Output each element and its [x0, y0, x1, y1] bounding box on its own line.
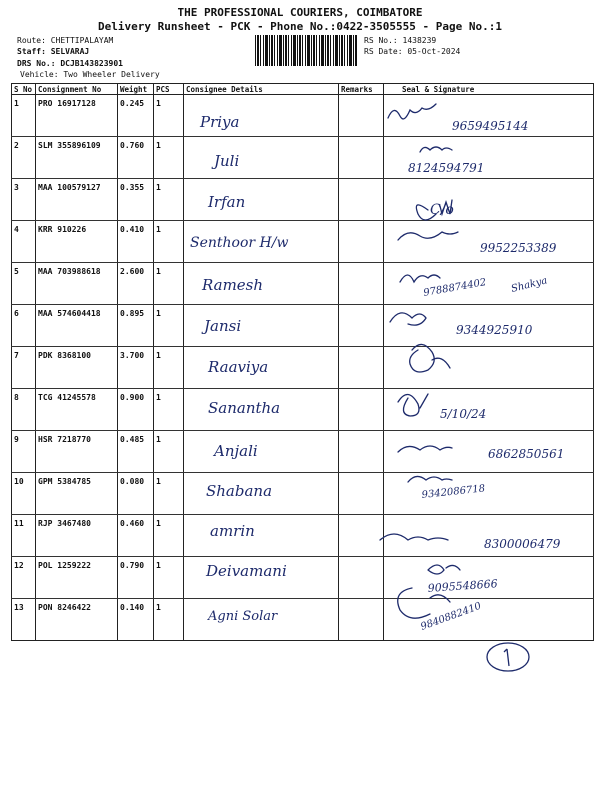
row-weight: 0.410	[118, 221, 154, 263]
drs-number: DRS No.: DCJB143823901	[17, 59, 123, 68]
col-header-weight: Weight	[118, 84, 154, 95]
row-consignment: SLM 355896109	[36, 137, 118, 179]
row-pcs: 1	[154, 557, 184, 599]
row-weight: 0.790	[118, 557, 154, 599]
row-weight: 0.760	[118, 137, 154, 179]
vehicle-label: Vehicle: Two Wheeler Delivery	[20, 70, 160, 79]
handwritten-phone-numbers	[408, 119, 564, 633]
row-pcs: 1	[154, 95, 184, 137]
signature-mark	[410, 344, 450, 372]
runsheet-subtitle: Delivery Runsheet - PCK - Phone No.:0422-3505555 - Page No.:1	[98, 20, 502, 33]
handwritten-page-mark	[487, 643, 529, 671]
row-consignment: MAA 100579127	[36, 179, 118, 221]
row-sno: 6	[12, 305, 36, 347]
row-consignment: GPM 5384785	[36, 473, 118, 515]
row-consignment: HSR 7218770	[36, 431, 118, 473]
row-consignment: KRR 910226	[36, 221, 118, 263]
col-header-consignee: Consignee Details	[184, 84, 339, 95]
signature-mark	[428, 565, 460, 574]
row-pcs: 1	[154, 221, 184, 263]
row-pcs: 1	[154, 305, 184, 347]
row-weight: 0.485	[118, 431, 154, 473]
col-header-signature: Seal & Signature	[384, 84, 594, 95]
row-sno: 12	[12, 557, 36, 599]
row-consignment: POL 1259222	[36, 557, 118, 599]
signature-mark	[400, 275, 440, 282]
handwritten-phone: 9095548666	[427, 577, 499, 595]
handwritten-phone: 9952253389	[480, 241, 557, 255]
row-pcs: 1	[154, 347, 184, 389]
handwritten-name: Jansi	[204, 317, 242, 335]
signature-mark	[398, 394, 428, 416]
row-pcs: 1	[154, 137, 184, 179]
row-sno: 3	[12, 179, 36, 221]
row-consignment: MAA 703988618	[36, 263, 118, 305]
col-header-pcs: PCS	[154, 84, 184, 95]
handwritten-phone: 8300006479	[484, 537, 561, 551]
company-title: THE PROFESSIONAL COURIERS, COIMBATORE	[177, 6, 423, 19]
row-pcs: 1	[154, 431, 184, 473]
row-weight: 0.895	[118, 305, 154, 347]
rs-number: RS No.: 1438239	[364, 36, 437, 45]
route-label: Route: CHETTIPALAYAM	[17, 36, 114, 45]
handwritten-phone: 9342086718	[421, 483, 486, 501]
signature-mark	[420, 147, 452, 152]
row-sno: 11	[12, 515, 36, 557]
row-consignment: TCG 41245578	[36, 389, 118, 431]
handwritten-note: C/o	[430, 202, 454, 218]
col-header-sno: S No	[12, 84, 36, 95]
handwritten-name: Ramesh	[202, 276, 264, 294]
col-header-remarks: Remarks	[339, 84, 384, 95]
col-header-consignment: Consignment No	[36, 84, 118, 95]
signature-mark	[388, 104, 436, 119]
handwritten-signatures	[380, 104, 460, 618]
handwritten-name: Priya	[200, 113, 240, 131]
row-sno: 5	[12, 263, 36, 305]
row-weight: 3.700	[118, 347, 154, 389]
handwritten-name: Juli	[214, 152, 240, 170]
row-pcs: 1	[154, 599, 184, 641]
page-mark-digit-one	[504, 649, 509, 666]
row-sno: 9	[12, 431, 36, 473]
row-sno: 4	[12, 221, 36, 263]
row-weight: 0.245	[118, 95, 154, 137]
handwritten-phone: 9840882410	[419, 600, 483, 633]
handwritten-date: 5/10/24	[440, 407, 487, 421]
row-pcs: 1	[154, 263, 184, 305]
row-pcs: 1	[154, 179, 184, 221]
row-sno: 2	[12, 137, 36, 179]
signature-mark	[398, 232, 458, 240]
handwritten-name: Raaviya	[208, 358, 269, 376]
signature-mark	[398, 446, 452, 452]
handwritten-name: Agni Solar	[208, 609, 278, 624]
rs-date: RS Date: 05-Oct-2024	[364, 47, 461, 56]
handwritten-phone: 8124594791	[408, 161, 485, 175]
handwritten-name: Irfan	[208, 193, 246, 211]
handwritten-phone: 9788874402	[422, 277, 488, 299]
handwritten-name: Anjali	[214, 442, 258, 460]
row-sno: 10	[12, 473, 36, 515]
row-weight: 0.080	[118, 473, 154, 515]
row-pcs: 1	[154, 389, 184, 431]
row-consignment: MAA 574604418	[36, 305, 118, 347]
row-weight: 2.600	[118, 263, 154, 305]
row-pcs: 1	[154, 473, 184, 515]
staff-label: Staff: SELVARAJ	[17, 47, 90, 56]
row-weight: 0.460	[118, 515, 154, 557]
row-consignment: PON 8246422	[36, 599, 118, 641]
row-sno: 8	[12, 389, 36, 431]
row-consignment: PRO 16917128	[36, 95, 118, 137]
row-sno: 7	[12, 347, 36, 389]
row-pcs: 1	[154, 515, 184, 557]
handwritten-phone: 9344925910	[456, 323, 533, 337]
row-weight: 0.140	[118, 599, 154, 641]
handwritten-consignee-names	[190, 113, 288, 624]
row-weight: 0.355	[118, 179, 154, 221]
row-consignment: RJP 3467480	[36, 515, 118, 557]
handwritten-name: Sanantha	[208, 399, 281, 417]
handwritten-name: amrin	[210, 522, 255, 540]
row-sno: 1	[12, 95, 36, 137]
signature-mark	[408, 476, 452, 482]
handwritten-phone: 6862850561	[488, 447, 565, 461]
handwritten-phone: 9659495144	[452, 119, 529, 133]
signature-mark	[390, 313, 426, 325]
row-sno: 13	[12, 599, 36, 641]
handwritten-name: Deivamani	[206, 562, 287, 580]
signature-mark	[380, 534, 448, 540]
handwritten-name: Senthoor H/w	[190, 235, 289, 251]
row-weight: 0.900	[118, 389, 154, 431]
handwritten-name: Shabana	[206, 482, 273, 500]
handwritten-note: Shakya	[510, 275, 549, 295]
row-consignment: PDK 8368100	[36, 347, 118, 389]
